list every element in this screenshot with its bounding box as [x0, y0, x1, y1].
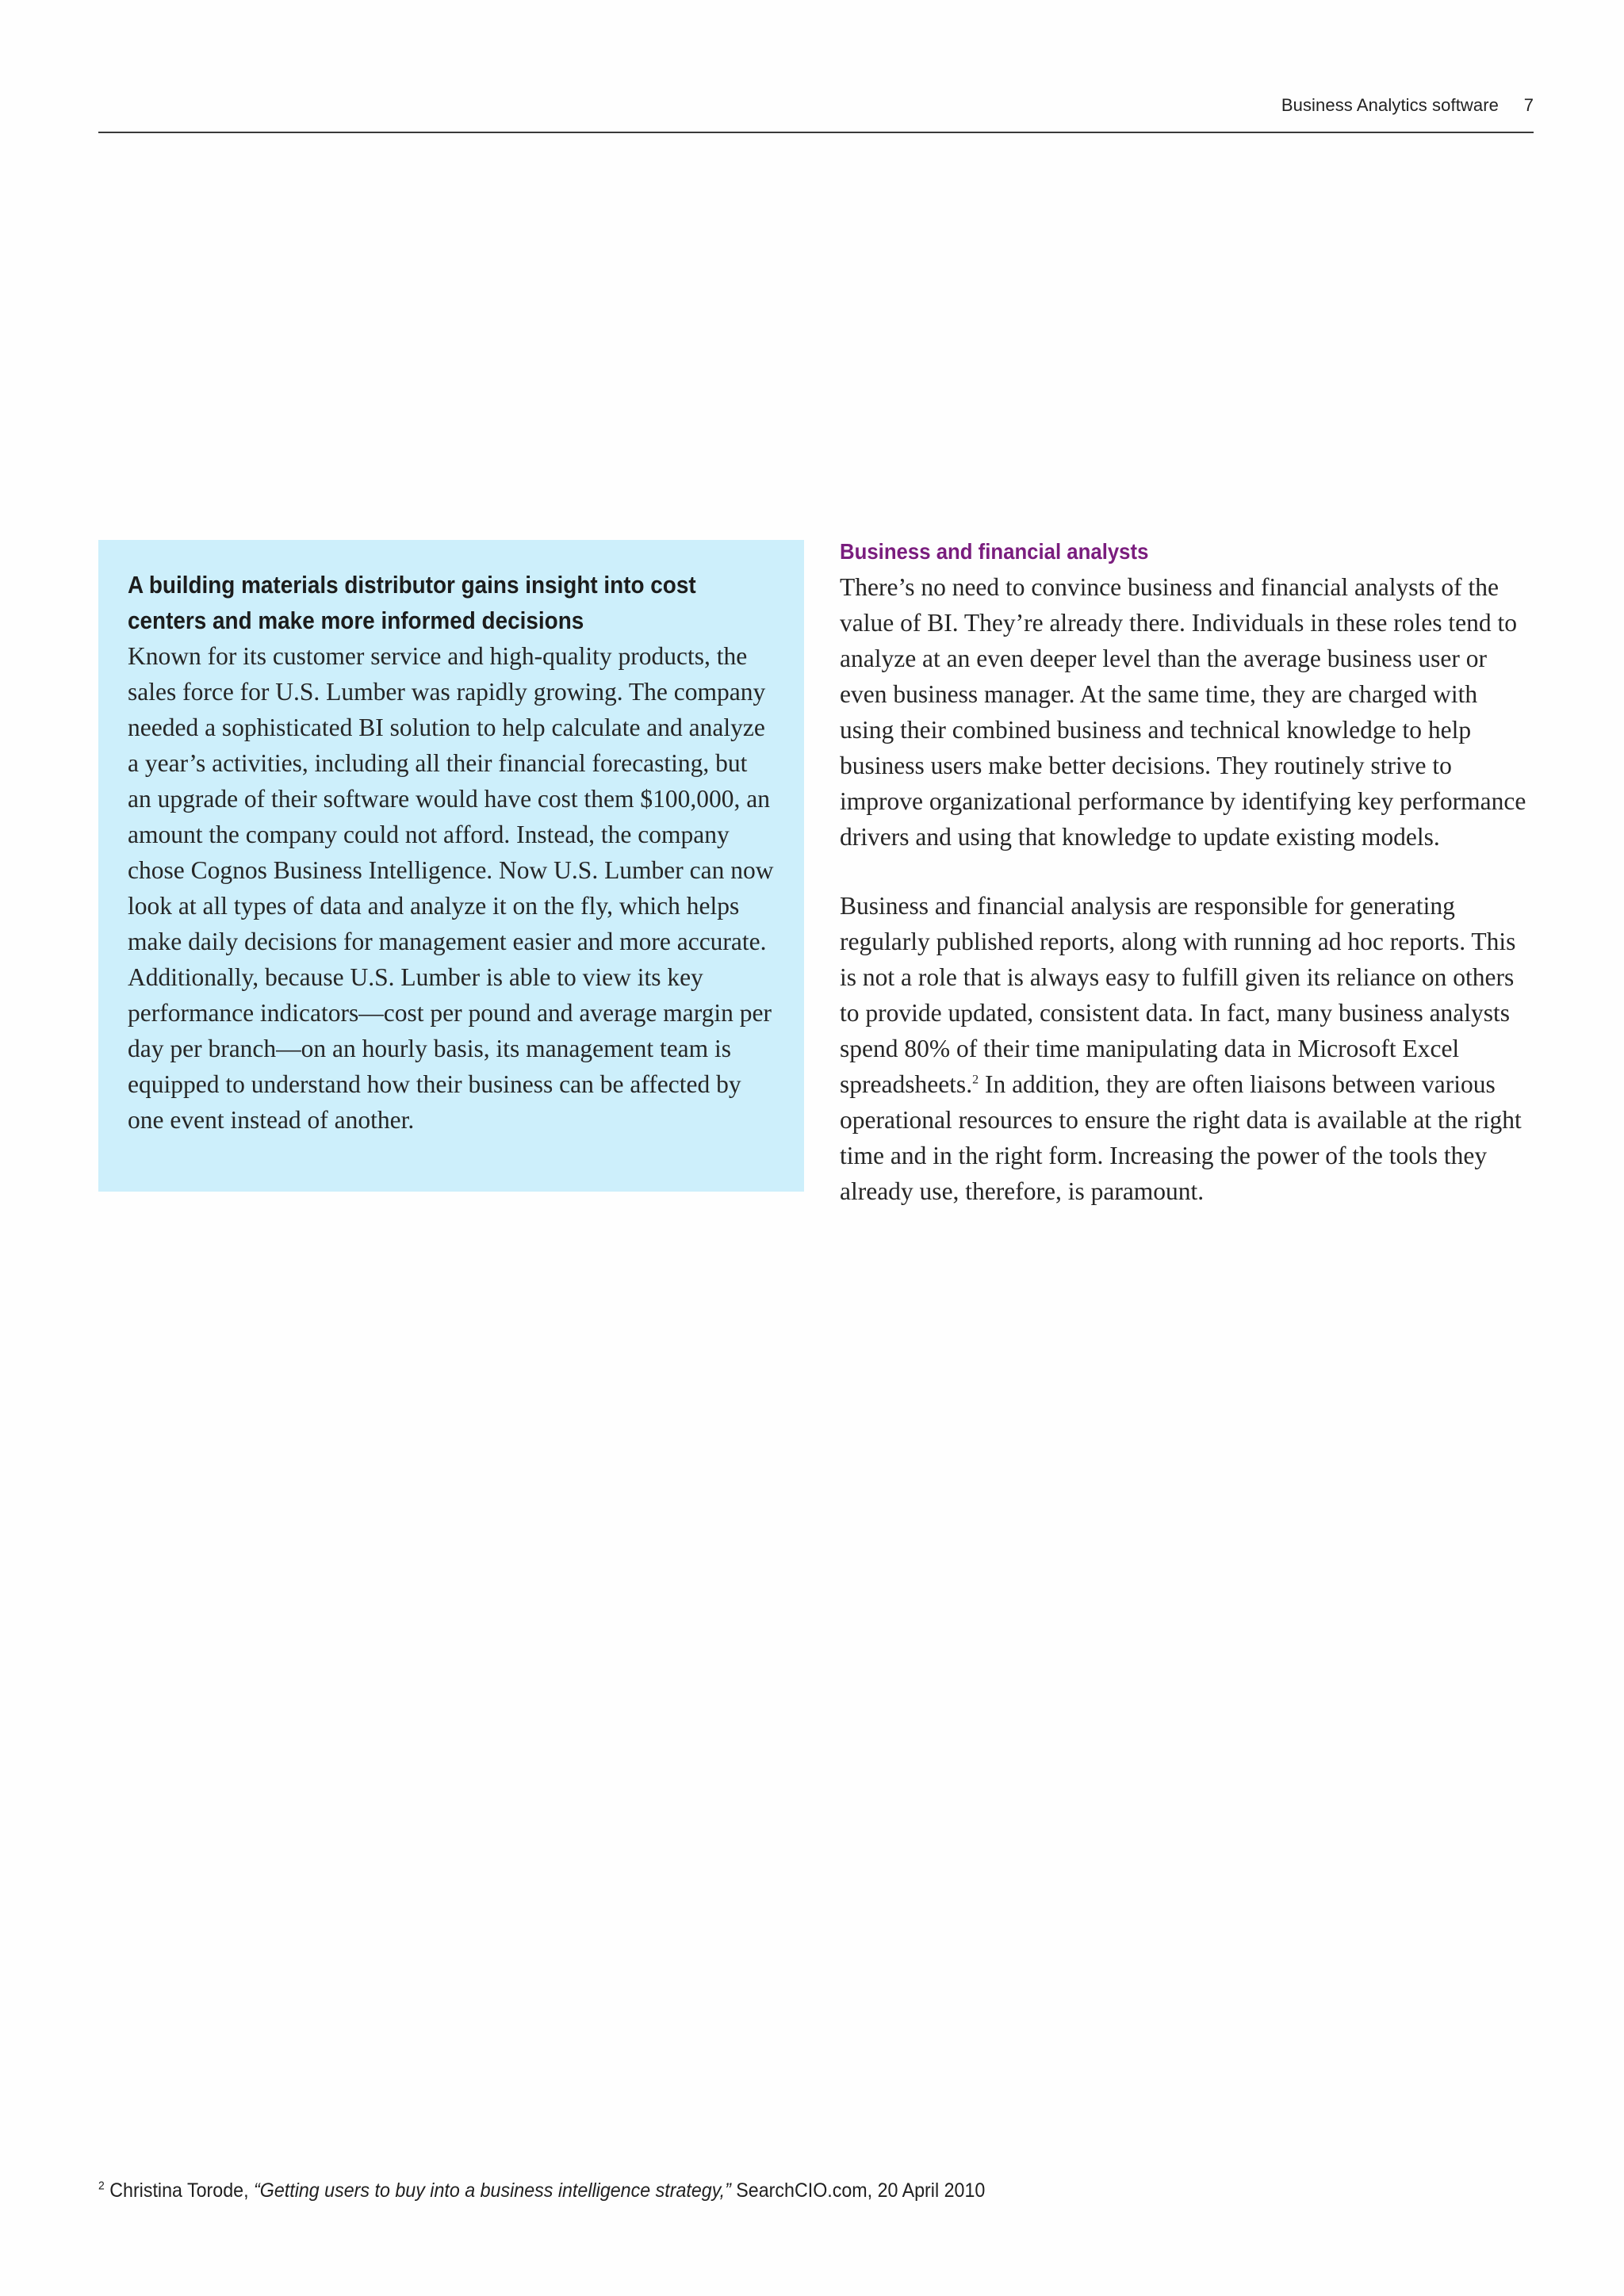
case-study-body: Known for its customer service and high-quality products, the sales force for U.S. Lumber was rapidly growing. The company needed a sophisticated BI solution to help calculate and analyze a year’s activities, including all their financial forecasting, but an upgrade of their software would have cost them $100,000, an amount the company could not afford. Instead, the company chose Cognos Business Intelligence. Now U.S. Lumber can now look at all types of data and analyze it on the fly, which helps make daily decisions for management easier and more accurate. Additionally, because U.S. Lumber is able to view its key performance indicators—cost per pound and average margin per day per branch—on an hourly basis, its management team is equipped to understand how their business can be affected by one event instead of another. [128, 642, 774, 1134]
main-column [840, 534, 1538, 1209]
case-study-callout [98, 540, 804, 1192]
case-study-title-line1: A building materials distributor gains insight into cost [128, 571, 696, 599]
footnote-reference: 2 [972, 1073, 979, 1087]
section-heading: Business and financial analysts [840, 539, 1149, 564]
footnote-author: Christina Torode, [104, 2179, 255, 2202]
footnote-article-title: “Getting users to buy into a business intelligence strategy,” [254, 2179, 731, 2202]
paragraph-2-text-b: In addition, they are often liaisons between various operational resources to ensure the right data is available at the right time and in the right form. Increasing the power of the tools they already use, therefore, is paramount. [840, 1070, 1522, 1205]
paragraph-1: There’s no need to convince business and financial analysts of the value of BI. They’re already there. Individuals in these roles tend to analyze at an even deeper level than the average business user or even business manager. At the same time, they are charged with using their combined business and technical knowledge to help business users make better decisions. They routinely strive to improve organizational performance by identifying key performance drivers and using that knowledge to update existing models. [840, 573, 1526, 851]
footnote [98, 2176, 1433, 2205]
header-title: Business Analytics software [1281, 95, 1499, 115]
case-study-title [128, 567, 775, 638]
case-study-title-line2: centers and make more informed decisions [128, 607, 584, 634]
footnote-number: 2 [98, 2179, 105, 2193]
footnote-source: SearchCIO.com, 20 April 2010 [730, 2179, 986, 2202]
page-number: 7 [1523, 95, 1534, 115]
paragraph-2 [840, 888, 1538, 1209]
paragraph-2-text-a: Business and financial analysis are responsible for generating regularly published reports, along with running ad hoc reports. This is not a role that is always easy to fulfill given its reliance on others to provide updated, consistent data. In fact, many business analysts spend 80% of their time manipulating data in Microsoft Excel spreadsheets. [840, 892, 1516, 1098]
paragraph-spacer [840, 855, 1538, 888]
running-header [98, 92, 1534, 133]
